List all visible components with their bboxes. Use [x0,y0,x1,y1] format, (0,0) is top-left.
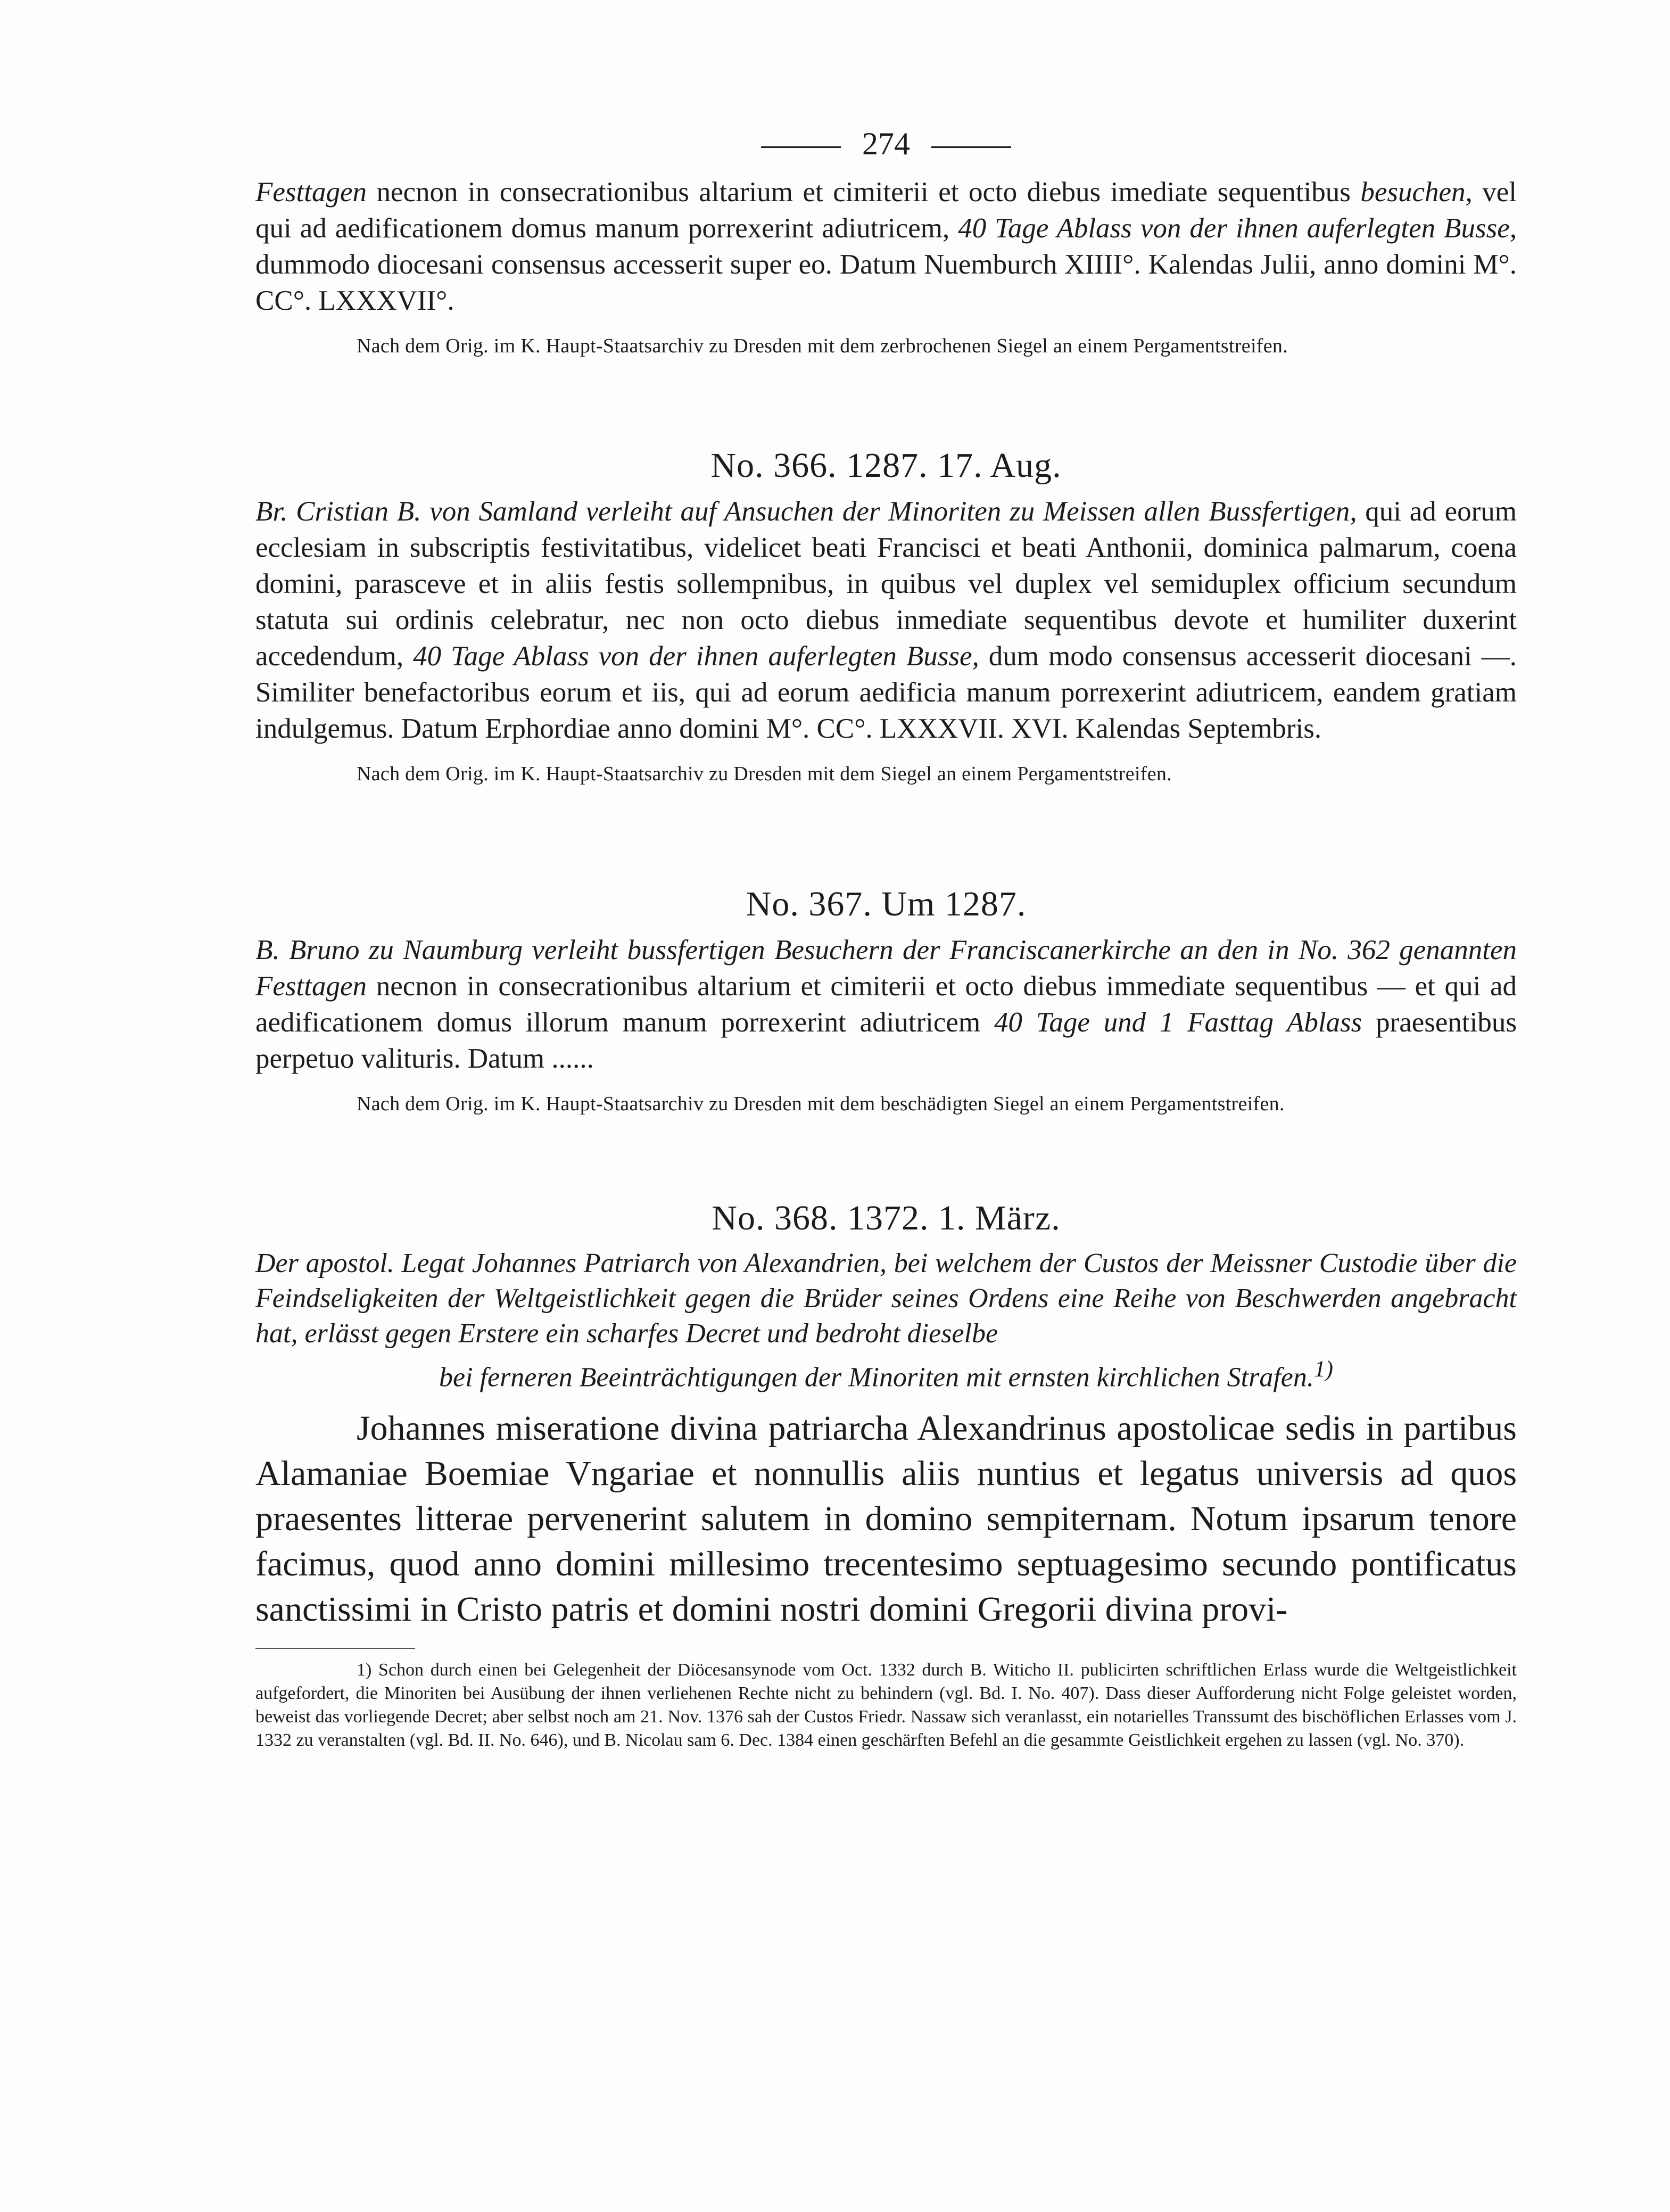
source-note: Nach dem Orig. im K. Haupt-Staatsarchiv zu Dresden mit dem zerbrochenen Siegel an einem Pergamentstreifen. [357,335,1288,357]
footnote-mark: 1) [1313,1356,1333,1382]
spacer [255,359,1517,444]
regest-text: dummodo diocesani consensus accesserit super eo. Datum Nuemburch XIIII°. Kalendas Julii, anno domini M°. CC°. LXXXVII°. [255,249,1517,316]
page-header [255,120,1517,168]
entry-366-text [255,493,1517,747]
entry-title-368: No. 368. 1372. 1. März. [712,1199,1061,1237]
regest-text: vel qui ad aedificationem domus manum porrexerint adiutricem, [255,177,1517,244]
regest-italic: besuchen, [1360,177,1473,208]
regest-italic: 40 Tage Ablass von der ihnen auferlegten Busse, [958,213,1517,244]
source-note: Nach dem Orig. im K. Haupt-Staatsarchiv zu Dresden mit dem Siegel an einem Pergamentstreifen. [357,763,1172,785]
footnote-rule [255,1648,415,1649]
regest-italic: 40 Tage und 1 Fasttag Ablass [994,1007,1362,1038]
summary-last-line: bei ferneren Beeinträchtigungen der Minoriten mit ernsten kirchlichen Strafen. [439,1362,1314,1393]
regest-text: dum modo consensus accesserit diocesani —. Similiter benefactoribus eorum et iis, qui ad eorum aedificia manum porrexerint adiutricem, eandem gratiam indulgemus. Datum Erphordiae anno domini M°. CC°. LXXXVII. XVI. Kalendas Septembris. [255,641,1517,744]
regest-text: necnon in consecrationibus altarium et cimiterii et octo diebus imediate sequentibus [367,177,1361,208]
document-page [255,120,1517,1752]
entry-title-367: No. 367. Um 1287. [746,885,1027,923]
footnote: 1) Schon durch einen bei Gelegenheit der Diöcesansynode vom Oct. 1332 durch B. Witicho II. publicirten schriftlichen Erlass wurde die Weltgeistlichkeit aufgefordert, die Minoriten bei Ausübung der ihnen verliehenen Rechte nicht zu behindern (vgl. Bd. I. No. 407). Dass dieser Aufforderung nicht Folge geleistet worden, beweist das vorliegende Decret; aber selbst noch am 21. Nov. 1376 sah der Custos Friedr. Nassaw sich veranlasst, ein notarielles Transsumt des bischöflichen Erlasses vom J. 1332 zu veranstalten (vgl. Bd. II. No. 646), und B. Nicolau sam 6. Dec. 1384 einen geschärften Befehl an die gesammte Geistlichkeit ergehen zu lassen (vgl. No. 370). [255,1660,1517,1751]
entry-368-summary-last [255,1351,1517,1395]
regest-italic: Br. Cristian B. von Samland verleiht auf Ansuchen der Minoriten zu Meissen allen Bussfertigen, [255,496,1357,527]
regest-text: necnon in consecrationibus altarium et cimiterii et octo diebus immediate sequentibus — et qui ad aedificationem domus illorum manum porrexerint adiutricem [255,971,1517,1038]
spacer [255,787,1517,883]
entry-367-text [255,932,1517,1077]
regest-italic: Festtagen [255,177,367,208]
page-number: 274 [862,126,910,161]
continuation-text [255,174,1517,319]
header-rule-left [761,146,841,148]
header-rule-right [931,146,1011,148]
entry-title-366: No. 366. 1287. 17. Aug. [710,446,1062,485]
source-note: Nach dem Orig. im K. Haupt-Staatsarchiv zu Dresden mit dem beschädigten Siegel an einem Pergamentstreifen. [357,1093,1285,1115]
regest-italic: B. Bruno zu Naumburg verleiht bussfertigen Besuchern der Franciscanerkirche an den in No. 362 genannten Festtagen [255,935,1517,1002]
entry-368-summary: Der apostol. Legat Johannes Patriarch von Alexandrien, bei welchem der Custos der Meissner Custodie über die Feindseligkeiten der Weltgeistlichkeit gegen die Brüder seines Ordens eine Reihe von Beschwerden angebracht hat, erlässt gegen Erstere ein scharfes Decret und bedroht dieselbe [255,1248,1517,1349]
regest-text: praesentibus perpetuo valituris. Datum ...... [255,1007,1517,1074]
regest-italic: 40 Tage Ablass von der ihnen auferlegten Busse, [413,641,979,672]
entry-368-main-text: Johannes miseratione divina patriarcha Alexandrinus apostolicae sedis in partibus Alamaniae Boemiae Vngariae et nonnullis aliis nuntius et legatus universis ad quos praesentes litterae pervenerint salutem in domino sempiternam. Notum ipsarum tenore facimus, quod anno domini millesimo trecentesimo septuagesimo secundo pontificatus sanctissimi in Cristo patris et domini nostri domini Gregorii divina provi- [255,1409,1517,1629]
regest-text: qui ad eorum ecclesiam in subscriptis festivitatibus, videlicet beati Francisci et beati Anthonii, dominica palmarum, coena domini, parasceve et in aliis festis sollempnibus, in quibus vel duplex vel semiduplex officium secundum statuta sui ordinis celebratur, nec non octo diebus inmediate sequentibus devote et humiliter duxerint accedendum, [255,496,1517,672]
spacer [255,1117,1517,1197]
